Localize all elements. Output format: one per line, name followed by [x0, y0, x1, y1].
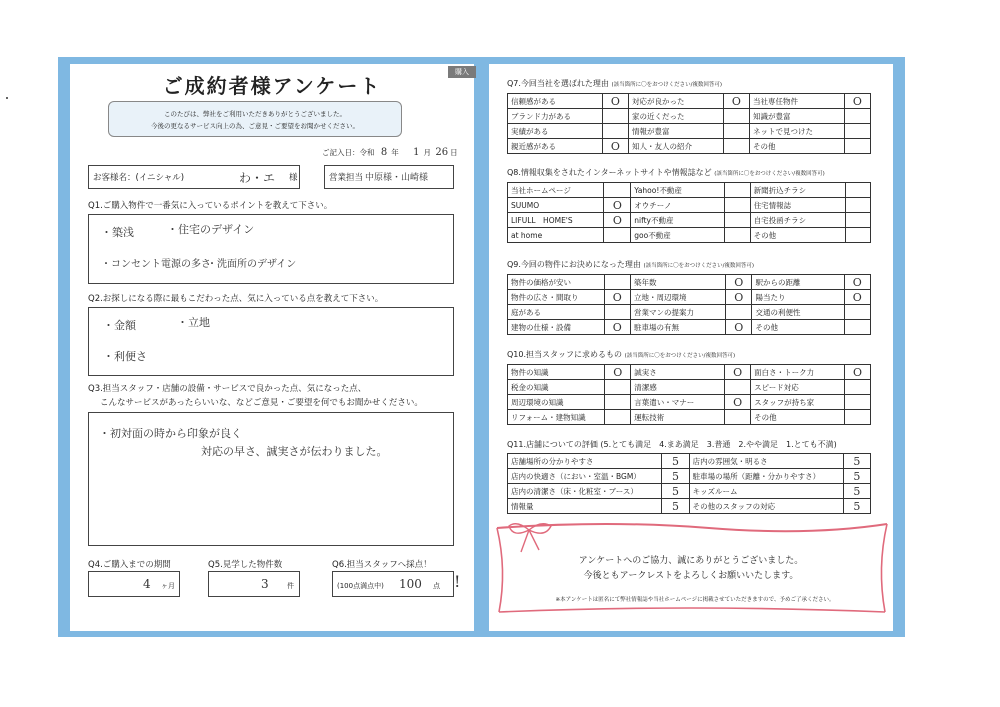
q10-option-label: 清潔感 [631, 380, 725, 395]
q5-unit: 件 [287, 582, 294, 590]
q6-answer-box [332, 571, 454, 597]
q7-option-label: 知識が豊富 [749, 109, 844, 124]
q9-option-mark: O [844, 275, 870, 290]
q8-note: (該当箇所に〇をおつけください/複数回答可) [714, 171, 825, 177]
q7-option-label: 対応が良かった [628, 94, 723, 109]
q10-option-label: リフォーム・建物知識 [508, 410, 605, 425]
q8-option-mark [725, 213, 750, 228]
page-title: ご成約者様アンケート [162, 74, 382, 98]
ribbon-top [497, 524, 887, 531]
q7-label [507, 78, 722, 89]
q10-option-mark [605, 395, 631, 410]
q7-table [507, 93, 871, 154]
q11-row [508, 499, 871, 514]
q11-option-mark: 5 [843, 499, 870, 514]
q7-option-mark [602, 109, 628, 124]
q11-table [507, 453, 871, 514]
q8-option-mark [604, 183, 631, 198]
q6-exclamation: ! [454, 572, 461, 591]
q7-option-mark: O [844, 94, 870, 109]
date-day: 26 [435, 147, 449, 158]
q10-option-mark: O [844, 365, 870, 380]
q9-option-label: 立地・周辺環境 [630, 290, 725, 305]
q4-value: 4 [143, 577, 151, 591]
q3-answer-2: 対応の早さ、誠実さが伝わりました。 [201, 445, 388, 458]
q11-option-label: 駐車場の場所（距離・分かりやすさ） [689, 469, 843, 484]
q8-option-mark [845, 198, 870, 213]
q7-option-mark [844, 139, 870, 154]
q10-option-mark [725, 410, 751, 425]
q7-option-mark [844, 109, 870, 124]
q8-option-label: at home [508, 228, 604, 243]
q8-option-mark [845, 183, 870, 198]
sales-staff-box [324, 165, 454, 189]
date-label: ご記入日：令和 [322, 148, 375, 157]
q8-option-label: オウチーノ [631, 198, 725, 213]
q2-label: Q2.お探しになる際に最もこだわった点、気に入っている点を教えて下さい。 [88, 294, 384, 304]
q7-option-label: ネットで見つけた [749, 124, 844, 139]
q8-option-label: 自宅投函チラシ [750, 213, 845, 228]
q7-option-label: 知人・友人の紹介 [628, 139, 723, 154]
q10-option-label: スタッフが持ち家 [751, 395, 845, 410]
q11-option-mark: 5 [843, 454, 870, 469]
q7-option-mark [723, 109, 749, 124]
q7-option-mark: O [723, 94, 749, 109]
q2-answer-2: ・立地 [177, 316, 210, 329]
q9-option-mark: O [604, 320, 630, 335]
q9-option-mark [726, 305, 752, 320]
q8-table [507, 182, 871, 243]
q7-title: Q7.今回当社を選ばれた理由 [507, 79, 609, 88]
q10-option-mark [844, 380, 870, 395]
q10-option-mark: O [725, 395, 751, 410]
q8-option-mark: O [604, 213, 631, 228]
speck [6, 97, 8, 99]
intro-box [108, 101, 402, 137]
q7-option-label: その他 [749, 139, 844, 154]
q10-row [508, 380, 871, 395]
q2-answer-1: ・金額 [103, 319, 136, 332]
q10-option-label: 税金の知識 [508, 380, 605, 395]
q8-option-label: goo不動産 [631, 228, 725, 243]
q8-option-mark [725, 228, 750, 243]
q2-answer-3: ・利便さ [103, 350, 147, 363]
q9-table [507, 274, 871, 335]
q8-title: Q8.情報収集をされたインターネットサイトや情報誌など [507, 168, 712, 177]
q10-row [508, 365, 871, 380]
q10-option-mark [844, 395, 870, 410]
q10-option-label: スピード対応 [751, 380, 845, 395]
q9-option-label: 陽当たり [752, 290, 844, 305]
q8-option-label: LIFULL HOME'S [508, 213, 604, 228]
q8-row [508, 228, 871, 243]
q8-label [507, 167, 825, 178]
q9-option-label: 物件の価格が安い [508, 275, 605, 290]
q10-option-mark [844, 410, 870, 425]
category-badge: 購入 [448, 66, 476, 78]
thanks-line-1: アンケートへのご協力、誠にありがとうございました。 [578, 556, 804, 566]
q11-option-mark: 5 [843, 469, 870, 484]
q9-row [508, 290, 871, 305]
q8-row [508, 198, 871, 213]
q9-option-label: 築年数 [630, 275, 725, 290]
q8-option-label: 新聞折込チラシ [750, 183, 845, 198]
q1-answer-1: ・築浅 [101, 226, 134, 239]
date-line [322, 147, 458, 158]
q9-option-label: 庭がある [508, 305, 605, 320]
sales-staff-names: 中原様・山崎様 [365, 173, 429, 183]
q9-row [508, 275, 871, 290]
q10-option-mark [725, 380, 751, 395]
q10-option-label: 誠実さ [631, 365, 725, 380]
q10-table [507, 364, 871, 425]
date-day-unit: 日 [450, 148, 458, 157]
q4-answer-box [88, 571, 180, 597]
q9-option-label: 建物の仕様・設備 [508, 320, 605, 335]
q11-row [508, 454, 871, 469]
q11-option-mark: 5 [662, 499, 689, 514]
q7-option-mark [723, 139, 749, 154]
customer-name-box [88, 165, 300, 189]
q10-option-label: その他 [751, 410, 845, 425]
q8-option-label: nifty不動産 [631, 213, 725, 228]
q7-option-mark [844, 124, 870, 139]
q7-option-mark [723, 124, 749, 139]
q10-option-mark [605, 380, 631, 395]
q10-option-label: 面白さ・トーク力 [751, 365, 845, 380]
q2-answer-box [88, 307, 454, 376]
q7-option-label: 実績がある [508, 124, 603, 139]
q1-answer-box [88, 214, 454, 284]
q9-option-mark [604, 275, 630, 290]
q9-option-mark: O [844, 290, 870, 305]
customer-label: お客様名：(イニシャル) [93, 173, 185, 183]
customer-initials: わ・エ [239, 171, 276, 185]
q10-option-label: 言葉遣い・マナー [631, 395, 725, 410]
q8-option-mark: O [604, 198, 631, 213]
q7-row [508, 94, 871, 109]
q9-row [508, 305, 871, 320]
q9-option-mark: O [726, 275, 752, 290]
ribbon-bow-left [509, 524, 529, 533]
q3-label-1: Q3.担当スタッフ・店舗の設備・サービスで良かった点、気になった点、 [88, 384, 367, 394]
q10-option-label: 物件の知識 [508, 365, 605, 380]
q5-value: 3 [261, 577, 269, 591]
q5-answer-box [208, 571, 300, 597]
q10-row [508, 395, 871, 410]
q7-option-label: ブランド力がある [508, 109, 603, 124]
q11-label: Q11.店舗についての評価 (5.とても満足 4.まあ満足 3.普通 2.やや満足 1.とても不満) [507, 440, 837, 449]
q7-row [508, 139, 871, 154]
q4-unit: ヶ月 [161, 582, 175, 590]
q6-prefix: (100点満点中) [337, 582, 384, 590]
q10-note: (該当箇所に〇をおつけください/複数回答可) [624, 353, 736, 359]
q7-option-label: 信頼感がある [508, 94, 603, 109]
q11-row [508, 469, 871, 484]
q9-title: Q9.今回の物件にお決めになった理由 [507, 260, 641, 269]
q6-unit: 点 [433, 582, 440, 590]
date-year-unit: 年 [391, 148, 399, 157]
q8-option-label: SUUMO [508, 198, 604, 213]
q10-option-label: 周辺環境の知識 [508, 395, 605, 410]
q11-option-label: 情報量 [508, 499, 662, 514]
q11-option-mark: 5 [843, 484, 870, 499]
q6-label: Q6.担当スタッフへ採点！ [332, 560, 432, 570]
q11-row [508, 484, 871, 499]
q11-option-label: その他のスタッフの対応 [689, 499, 843, 514]
q9-row [508, 320, 871, 335]
q8-option-mark [725, 198, 750, 213]
q4-label: Q4.ご購入までの期間 [88, 560, 171, 570]
q1-answer-3: ・コンセント電源の多さ [101, 259, 211, 270]
date-year: 8 [380, 147, 388, 158]
q8-option-label: 住宅情報誌 [750, 198, 845, 213]
q7-row [508, 109, 871, 124]
q8-option-mark [604, 228, 631, 243]
q7-option-label: 親近感がある [508, 139, 603, 154]
q10-row [508, 410, 871, 425]
q9-option-label: その他 [752, 320, 844, 335]
q11-option-mark: 5 [662, 484, 689, 499]
q7-row [508, 124, 871, 139]
q9-option-mark: O [726, 290, 752, 305]
q9-option-mark [604, 305, 630, 320]
q7-option-label: 当社専任物件 [749, 94, 844, 109]
q9-option-label: 駐車場の有無 [630, 320, 725, 335]
date-month-unit: 月 [423, 148, 432, 157]
customer-suffix: 様 [289, 173, 298, 183]
q1-answer-2: ・住宅のデザイン [167, 223, 255, 236]
q10-option-mark: O [605, 365, 631, 380]
q11-option-label: キッズルーム [689, 484, 843, 499]
q3-answer-1: ・初対面の時から印象が良く [99, 427, 242, 440]
q11-option-mark: 5 [662, 454, 689, 469]
q9-option-mark [844, 305, 870, 320]
q11-option-label: 店内の雰囲気・明るさ [689, 454, 843, 469]
footnote: ※本アンケートは匿名にて弊社情報誌や当社ホームページに掲載させていただきますので、予めご了承ください。 [555, 597, 835, 603]
q8-row [508, 183, 871, 198]
q10-title: Q10.担当スタッフに求めるもの [507, 350, 623, 359]
sales-staff-label: 営業担当 [329, 173, 364, 183]
q11-option-label: 店舗場所の分かりやすさ [508, 454, 662, 469]
q11-option-label: 店内の清潔さ（床・化粧室・ブース） [508, 484, 662, 499]
q9-option-mark: O [604, 290, 630, 305]
q10-option-label: 運転技術 [631, 410, 725, 425]
q10-option-mark: O [725, 365, 751, 380]
left-page [70, 64, 474, 631]
intro-line-1: このたびは、弊社をご利用いただきありがとうございました。 [164, 110, 346, 118]
q3-answer-box [88, 412, 454, 546]
q9-option-label: 駅からの距離 [752, 275, 844, 290]
q6-score: 100 [399, 577, 422, 591]
q7-option-mark: O [602, 139, 628, 154]
q1-answer-4: ・洗面所のデザイン [207, 259, 297, 270]
q10-option-mark [605, 410, 631, 425]
date-month: 1 [413, 147, 420, 158]
q8-option-label: その他 [750, 228, 845, 243]
intro-line-2: 今後の更なるサービス向上の為、ご意見・ご要望をお聞かせください。 [151, 122, 359, 130]
q11-option-label: 店内の快適さ（におい・室温・BGM） [508, 469, 662, 484]
q9-option-label: 物件の広さ・間取り [508, 290, 605, 305]
right-page [489, 64, 893, 631]
q9-option-mark [844, 320, 870, 335]
q7-option-label: 情報が豊富 [628, 124, 723, 139]
q10-label [507, 349, 735, 360]
q7-note: (該当箇所に〇をおつけください/複数回答可) [611, 82, 723, 88]
q3-label-2: こんなサービスがあったらいいな、などご意見・ご要望を何でもお聞かせください。 [100, 398, 423, 408]
q9-option-mark: O [726, 320, 752, 335]
q11-option-mark: 5 [662, 469, 689, 484]
q9-label [507, 259, 754, 270]
q8-option-label: 当社ホームページ [508, 183, 604, 198]
q9-note: (該当箇所に〇をおつけください/複数回答可) [643, 263, 755, 269]
q8-option-mark [845, 213, 870, 228]
ribbon-bottom [499, 608, 885, 612]
q7-option-label: 家の近くだった [628, 109, 723, 124]
q8-option-label: Yahoo!不動産 [631, 183, 725, 198]
q9-option-label: 交通の利便性 [752, 305, 844, 320]
q8-row [508, 213, 871, 228]
q8-option-mark [725, 183, 750, 198]
q8-option-mark [845, 228, 870, 243]
q9-option-label: 営業マンの提案力 [630, 305, 725, 320]
q7-option-mark: O [602, 94, 628, 109]
q7-option-mark [602, 124, 628, 139]
thanks-line-2: 今後ともアークレストをよろしくお願いいたします。 [583, 571, 799, 581]
q1-label: Q1.ご購入物件で一番気に入っているポイントを教えて下さい。 [88, 201, 333, 211]
q5-label: Q5.見学した物件数 [208, 560, 283, 570]
